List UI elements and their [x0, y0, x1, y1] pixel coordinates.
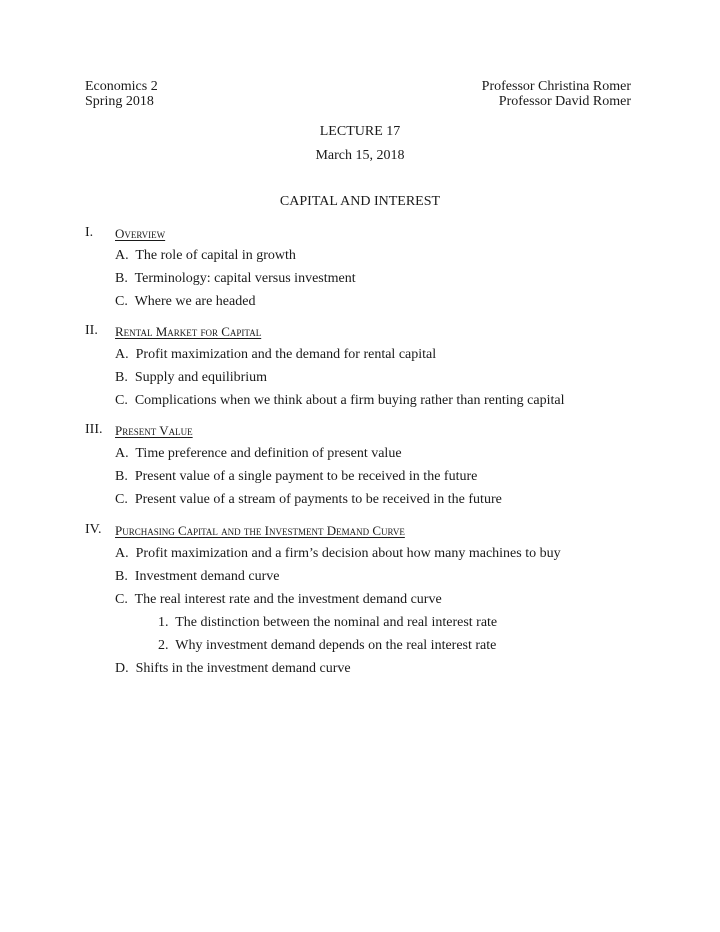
section-1-title: Overview [115, 226, 166, 241]
section-4-numeral: IV. [85, 522, 102, 537]
section-2-item-a: A. Profit maximization and the demand for rental capital [115, 347, 437, 362]
section-2-item-c: C. Complications when we think about a firm buying rather than renting capital [115, 393, 565, 408]
section-1-item-b: B. Terminology: capital versus investment [115, 271, 356, 286]
section-3-item-a: A. Time preference and definition of present value [115, 446, 402, 461]
section-4-item-c: C. The real interest rate and the investment demand curve [115, 592, 442, 607]
section-3-item-b: B. Present value of a single payment to be received in the future [115, 469, 478, 484]
section-4-title: Purchasing Capital and the Investment Demand Curve [115, 523, 405, 538]
section-4-item-d: D. Shifts in the investment demand curve [115, 661, 351, 676]
section-1-item-c: C. Where we are headed [115, 294, 256, 309]
lecture-number: LECTURE 17 [319, 124, 401, 139]
professor-1: Professor Christina Romer [481, 79, 631, 94]
professor-2: Professor David Romer [498, 94, 631, 109]
lecture-date: March 15, 2018 [315, 148, 405, 163]
section-2-numeral: II. [85, 323, 98, 338]
section-4-item-b: B. Investment demand curve [115, 569, 280, 584]
section-1-numeral: I. [85, 225, 94, 240]
section-3-item-c: C. Present value of a stream of payments to be received in the future [115, 492, 502, 507]
section-2-item-b: B. Supply and equilibrium [115, 370, 268, 385]
section-3-numeral: III. [85, 422, 103, 437]
section-2-title: Rental Market for Capital [115, 324, 262, 339]
lecture-title: CAPITAL AND INTEREST [279, 194, 441, 209]
section-3-title: Present Value [115, 423, 193, 438]
term: Spring 2018 [85, 94, 154, 109]
section-4-item-c-sub-1: 1. The distinction between the nominal and real interest rate [158, 615, 498, 630]
section-4-item-c-sub-2: 2. Why investment demand depends on the real interest rate [158, 638, 497, 653]
course-name: Economics 2 [85, 79, 158, 94]
section-1-item-a: A. The role of capital in growth [115, 248, 296, 263]
section-4-item-a: A. Profit maximization and a firm’s decision about how many machines to buy [115, 546, 561, 561]
